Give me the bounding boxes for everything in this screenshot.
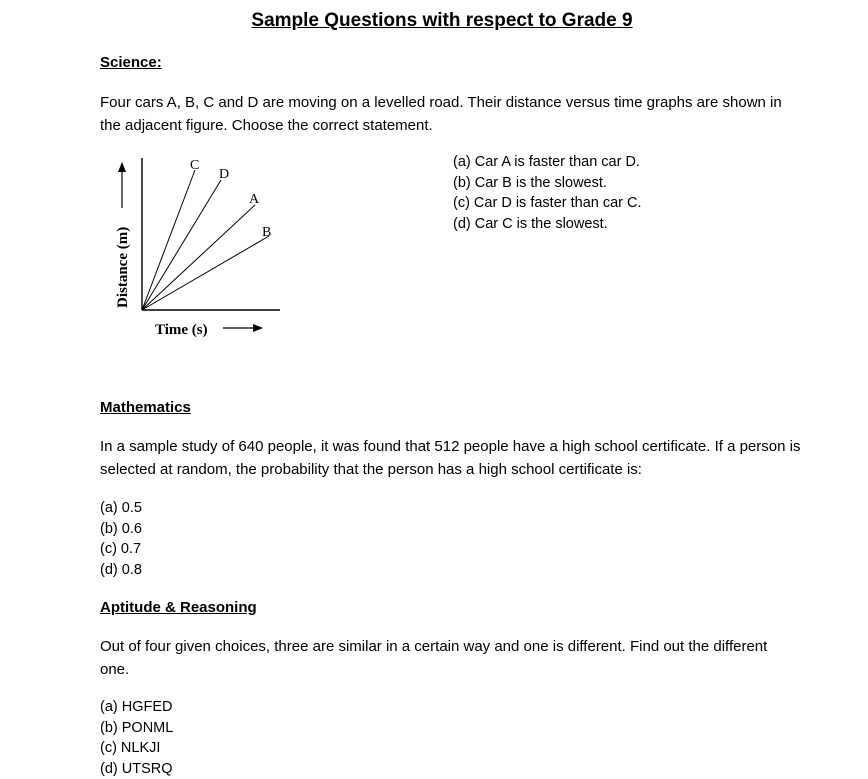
line-label-c: C <box>190 158 199 173</box>
aptitude-option-d: (d) UTSRQ <box>100 759 173 779</box>
mathematics-options <box>100 498 142 580</box>
line-d <box>142 180 221 310</box>
science-option-a: (a) Car A is faster than car D. <box>453 152 642 173</box>
page-title: Sample Questions with respect to Grade 9 <box>0 10 868 32</box>
aptitude-question: Out of four given choices, three are similar in a certain way and one is different. Find out the different one. <box>100 635 800 681</box>
math-option-c: (c) 0.7 <box>100 539 142 560</box>
science-options <box>453 152 642 234</box>
line-c <box>142 170 195 310</box>
x-axis-label: Time (s) <box>155 322 208 338</box>
graph-svg <box>105 150 285 345</box>
science-heading: Science: <box>100 54 162 71</box>
science-option-d: (d) Car C is the slowest. <box>453 214 642 235</box>
math-option-a: (a) 0.5 <box>100 498 142 519</box>
aptitude-option-a: (a) HGFED <box>100 697 173 718</box>
line-a <box>142 205 255 310</box>
line-b <box>142 236 269 310</box>
math-option-d: (d) 0.8 <box>100 560 142 581</box>
mathematics-heading: Mathematics <box>100 399 191 416</box>
aptitude-options <box>100 697 173 779</box>
line-label-d: D <box>219 167 229 182</box>
line-label-a: A <box>249 192 260 207</box>
y-arrow-head <box>118 162 126 172</box>
science-option-c: (c) Car D is faster than car C. <box>453 193 642 214</box>
distance-time-graph <box>105 150 285 345</box>
science-option-b: (b) Car B is the slowest. <box>453 173 642 194</box>
aptitude-heading: Aptitude & Reasoning <box>100 599 257 616</box>
mathematics-question: In a sample study of 640 people, it was found that 512 people have a high school certificate. If a person is selected at random, the probability that the person has a high school certificate is: <box>100 435 805 481</box>
x-arrow-head <box>253 324 263 332</box>
aptitude-option-c: (c) NLKJI <box>100 738 173 759</box>
science-question: Four cars A, B, C and D are moving on a levelled road. Their distance versus time graphs are shown in the adjacent figure. Choose the correct statement. <box>100 91 800 137</box>
y-axis-label: Distance (m) <box>115 227 131 308</box>
aptitude-option-b: (b) PONML <box>100 718 173 739</box>
line-label-b: B <box>262 225 271 240</box>
math-option-b: (b) 0.6 <box>100 519 142 540</box>
